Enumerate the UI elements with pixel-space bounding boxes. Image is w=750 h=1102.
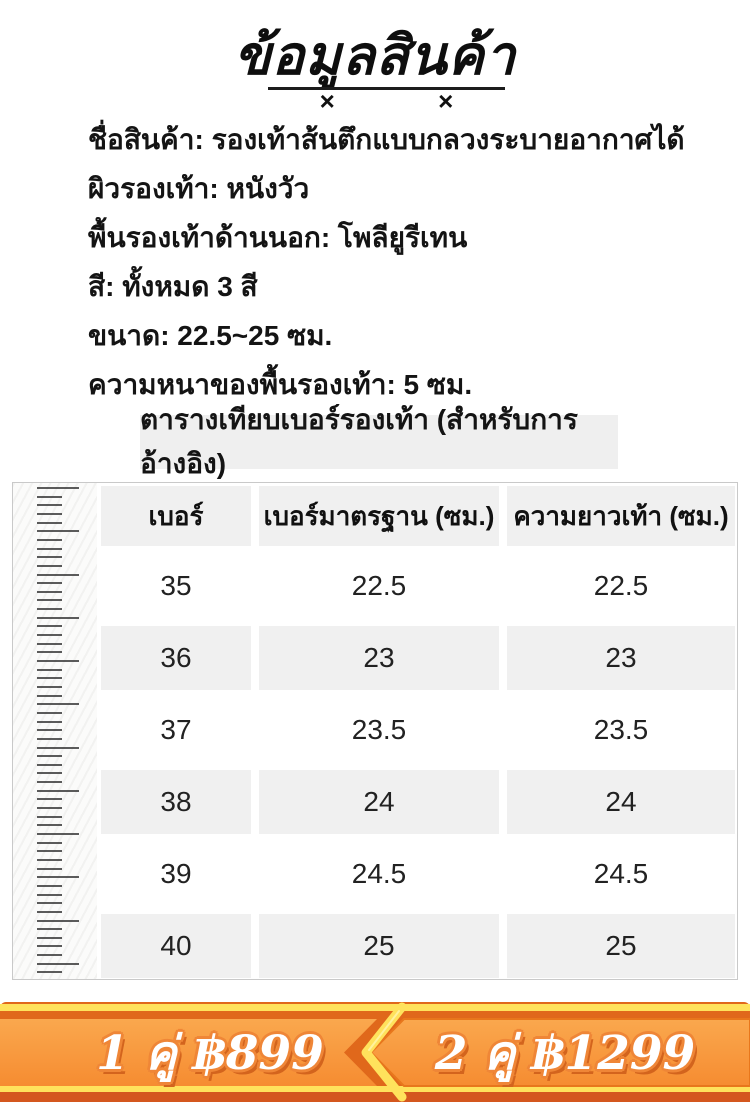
table-cell: 22.5 xyxy=(259,554,499,618)
table-cell: 23 xyxy=(259,626,499,690)
ruler-tick xyxy=(37,703,79,705)
ruler-tick xyxy=(37,729,62,731)
ruler-tick xyxy=(37,625,62,627)
table-cell: 23.5 xyxy=(507,698,735,762)
table-cell: 38 xyxy=(101,770,251,834)
ruler-graphic xyxy=(13,483,97,979)
ruler-tick xyxy=(37,721,62,723)
ruler-tick xyxy=(37,790,79,792)
ruler-tick xyxy=(37,677,62,679)
price-banner xyxy=(0,1002,750,1102)
ruler-tick xyxy=(37,798,62,800)
table-cell: 23 xyxy=(507,626,735,690)
size-table xyxy=(12,482,738,980)
table-cell: 36 xyxy=(101,626,251,690)
detail-upper-material: ผิวรองเท้า: หนังวัว xyxy=(88,173,310,204)
ruler-tick xyxy=(37,894,62,896)
detail-product-name: ชื่อสินค้า: รองเท้าส้นตึกแบบกลวงระบายอากาศได้ xyxy=(88,124,685,155)
ruler-tick xyxy=(37,539,62,541)
ruler-tick xyxy=(37,599,62,601)
ruler-tick xyxy=(37,772,62,774)
ruler-tick xyxy=(37,548,62,550)
price-one-pair: 1 คู่ ฿899 xyxy=(96,1025,324,1081)
ruler-tick xyxy=(37,695,62,697)
ruler-tick xyxy=(37,686,62,688)
ruler-tick xyxy=(37,608,62,610)
ruler-tick xyxy=(37,591,62,593)
ruler-tick xyxy=(37,971,62,973)
ruler-tick xyxy=(37,781,62,783)
ruler-tick xyxy=(37,833,79,835)
ruler-tick xyxy=(37,513,62,515)
ruler-tick xyxy=(37,617,79,619)
ruler-tick xyxy=(37,807,62,809)
ruler-tick xyxy=(37,816,62,818)
detail-outsole-material: พื้นรองเท้าด้านนอก: โพลียูรีเทน xyxy=(88,222,468,253)
table-cell: 22.5 xyxy=(507,554,735,618)
ruler-tick xyxy=(37,712,62,714)
ruler-tick xyxy=(37,859,62,861)
detail-sole-thickness: ความหนาของพื้นรองเท้า: 5 ซม. xyxy=(88,369,473,400)
table-cell: 39 xyxy=(101,842,251,906)
ruler-tick xyxy=(37,651,62,653)
ruler-tick xyxy=(37,582,62,584)
ruler-tick xyxy=(37,496,62,498)
ruler-tick xyxy=(37,764,62,766)
ruler-tick xyxy=(37,963,79,965)
ruler-tick xyxy=(37,487,79,489)
ruler-tick xyxy=(37,556,62,558)
ruler-tick xyxy=(37,530,79,532)
table-cell: 23.5 xyxy=(259,698,499,762)
detail-size-range: ขนาด: 22.5~25 ซม. xyxy=(88,320,333,351)
table-cell: 24 xyxy=(507,770,735,834)
ruler-tick xyxy=(37,842,62,844)
ruler-tick xyxy=(37,937,62,939)
ruler-tick xyxy=(37,920,79,922)
size-grid xyxy=(101,486,735,978)
column-header-size: เบอร์ xyxy=(101,486,251,546)
ruler-tick xyxy=(37,643,62,645)
ruler-tick xyxy=(37,868,62,870)
page-title: ข้อมูลสินค้า xyxy=(233,26,517,86)
table-cell: 24.5 xyxy=(507,842,735,906)
column-header-standard-cm: เบอร์มาตรฐาน (ซม.) xyxy=(259,486,499,546)
ruler-tick xyxy=(37,928,62,930)
ruler-tick xyxy=(37,738,62,740)
detail-colors: สี: ทั้งหมด 3 สี xyxy=(88,271,258,302)
ruler-tick xyxy=(37,911,62,913)
ruler-tick xyxy=(37,574,79,576)
product-details xyxy=(88,124,688,401)
table-cell: 24.5 xyxy=(259,842,499,906)
ruler-tick xyxy=(37,522,62,524)
table-cell: 25 xyxy=(259,914,499,978)
size-table-caption xyxy=(140,404,618,479)
ruler-tick xyxy=(37,902,62,904)
x-mark-icon: × xyxy=(319,86,335,116)
ruler-tick xyxy=(37,660,79,662)
ruler-tick xyxy=(37,669,62,671)
column-header-foot-length-cm: ความยาวเท้า (ซม.) xyxy=(507,486,735,546)
price-two-pairs: 2 คู่ ฿1299 xyxy=(434,1025,696,1081)
ruler-tick xyxy=(37,504,62,506)
ruler-tick xyxy=(37,634,62,636)
ruler-tick xyxy=(37,565,62,567)
ruler-tick xyxy=(37,747,79,749)
table-cell: 37 xyxy=(101,698,251,762)
x-mark-icon: × xyxy=(438,86,454,116)
ruler-tick xyxy=(37,885,62,887)
table-cell: 35 xyxy=(101,554,251,618)
ruler-tick xyxy=(37,755,62,757)
ruler-tick xyxy=(37,954,62,956)
ruler-tick xyxy=(37,850,62,852)
table-cell: 24 xyxy=(259,770,499,834)
table-cell: 40 xyxy=(101,914,251,978)
title-decoration xyxy=(268,88,505,114)
ruler-tick xyxy=(37,876,79,878)
size-table-caption-text: ตารางเทียบเบอร์รองเท้า (สำหรับการอ้างอิง) xyxy=(140,404,578,479)
ruler-tick xyxy=(37,824,62,826)
ruler-tick xyxy=(37,945,62,947)
table-cell: 25 xyxy=(507,914,735,978)
